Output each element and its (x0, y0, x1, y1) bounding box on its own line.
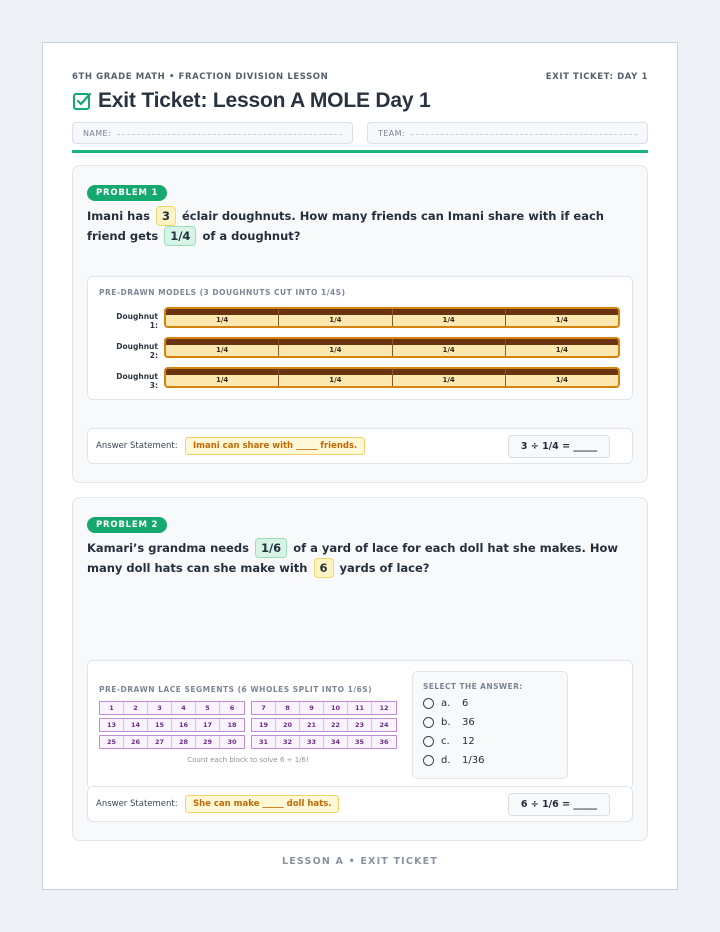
problem-2-card (72, 497, 648, 841)
choice-value: 36 (462, 717, 475, 728)
name-label: NAME: (83, 128, 112, 138)
lace-cell[interactable]: 35 (348, 736, 372, 748)
quarter-segment[interactable]: 1/4 (279, 309, 392, 326)
lace-cell[interactable]: 5 (196, 702, 220, 714)
problem-2-question (87, 538, 629, 578)
doughnut-models-panel (87, 276, 633, 400)
page-title (72, 89, 430, 113)
lace-cell[interactable]: 21 (300, 719, 324, 731)
problem-1-card (72, 165, 648, 483)
answer-label: Answer Statement: (96, 799, 178, 809)
choice-c[interactable] (423, 736, 475, 747)
lace-cell[interactable]: 30 (227, 738, 237, 746)
name-line (117, 134, 342, 135)
quarter-segment[interactable]: 1/4 (506, 339, 618, 356)
lace-cell[interactable]: 18 (227, 721, 237, 729)
radio-icon[interactable] (423, 736, 434, 747)
quarter-segment[interactable]: 1/4 (506, 369, 618, 386)
doughnut-row (88, 307, 632, 330)
quarter-segment[interactable]: 1/4 (393, 369, 506, 386)
lace-cell[interactable]: 26 (124, 736, 148, 748)
lace-cell[interactable]: 7 (252, 702, 276, 714)
name-field[interactable] (72, 122, 353, 144)
q2-text-c: yards of lace? (339, 561, 430, 575)
radio-icon[interactable] (423, 698, 434, 709)
lace-cell[interactable]: 32 (276, 736, 300, 748)
student-fields (72, 122, 648, 144)
q1-text-a: Imani has (87, 209, 150, 223)
answer-statement[interactable]: She can make _____ doll hats. (185, 795, 339, 813)
lace-cell[interactable]: 24 (379, 721, 389, 729)
checkbox-icon (72, 91, 92, 111)
lace-cell[interactable]: 34 (324, 736, 348, 748)
doughnut-bar[interactable] (164, 367, 620, 388)
models-title: PRE-DRAWN MODELS (3 DOUGHNUTS CUT INTO 1/4S) (99, 288, 346, 297)
q1-number-chip: 3 (156, 206, 176, 226)
exit-ticket-page (42, 42, 678, 890)
lace-cell[interactable]: 15 (148, 719, 172, 731)
lace-cell[interactable]: 31 (252, 736, 276, 748)
lace-cell[interactable]: 4 (172, 702, 196, 714)
lace-cell[interactable]: 12 (379, 704, 389, 712)
quarter-segment[interactable]: 1/4 (506, 309, 618, 326)
lace-cell[interactable]: 11 (348, 702, 372, 714)
problem-1-badge: PROBLEM 1 (87, 185, 167, 201)
lace-cell[interactable]: 9 (300, 702, 324, 714)
lace-cell[interactable]: 29 (196, 736, 220, 748)
lace-cell[interactable]: 36 (379, 738, 389, 746)
lace-whole[interactable] (99, 718, 245, 732)
radio-icon[interactable] (423, 717, 434, 728)
quarter-segment[interactable]: 1/4 (393, 339, 506, 356)
choices-title: SELECT THE ANSWER: (423, 682, 523, 691)
choice-key: d. (441, 755, 451, 766)
quarter-segment[interactable]: 1/4 (166, 339, 279, 356)
header-topline (72, 72, 648, 82)
doughnut-label: Doughnut 2: (116, 342, 158, 360)
choice-value: 12 (462, 736, 475, 747)
answer-statement[interactable]: Imani can share with _____ friends. (185, 437, 365, 455)
divider-rule (72, 150, 648, 153)
q2-number-chip: 6 (314, 558, 334, 578)
doughnut-row (88, 337, 632, 360)
q1-text-c: of a doughnut? (202, 229, 301, 243)
quarter-segment[interactable]: 1/4 (279, 369, 392, 386)
page-footer: LESSON A • EXIT TICKET (281, 856, 439, 867)
lace-cell[interactable]: 22 (324, 719, 348, 731)
lace-hint: Count each block to solve 6 ÷ 1/6! (187, 756, 309, 764)
lace-cell[interactable]: 23 (348, 719, 372, 731)
quarter-segment[interactable]: 1/4 (279, 339, 392, 356)
lace-cell[interactable]: 6 (229, 704, 235, 712)
lace-cell[interactable]: 16 (172, 719, 196, 731)
quarter-segment[interactable]: 1/4 (166, 369, 279, 386)
doughnut-label: Doughnut 1: (116, 312, 158, 330)
answer-choices (412, 671, 568, 779)
q2-text-a: Kamari’s grandma needs (87, 541, 249, 555)
answer-label: Answer Statement: (96, 441, 178, 451)
quarter-segment[interactable]: 1/4 (393, 309, 506, 326)
lace-whole[interactable] (251, 701, 397, 715)
q2-fraction-chip: 1/6 (255, 538, 287, 558)
lace-cell[interactable]: 1 (100, 702, 124, 714)
quarter-segment[interactable]: 1/4 (166, 309, 279, 326)
choice-key: c. (441, 736, 450, 747)
choice-value: 1/36 (462, 755, 485, 766)
lace-cell[interactable]: 33 (300, 736, 324, 748)
title-text: Exit Ticket: Lesson A MOLE Day 1 (98, 89, 431, 112)
lace-whole[interactable] (251, 735, 397, 749)
lace-cell[interactable]: 20 (276, 719, 300, 731)
choice-d[interactable] (423, 755, 484, 766)
lace-whole[interactable] (99, 701, 245, 715)
choice-key: b. (441, 717, 451, 728)
choice-a[interactable] (423, 698, 468, 709)
doughnut-label: Doughnut 3: (116, 372, 158, 390)
problem-1-question (87, 206, 629, 246)
lace-cell[interactable]: 2 (124, 702, 148, 714)
equation-box[interactable]: 3 ÷ 1/4 = _____ (508, 435, 610, 458)
ticket-label: EXIT TICKET: DAY 1 (545, 72, 648, 82)
lace-cell[interactable]: 28 (172, 736, 196, 748)
lace-whole[interactable] (99, 735, 245, 749)
lace-segments-panel (87, 660, 633, 790)
radio-icon[interactable] (423, 755, 434, 766)
lace-cell[interactable]: 14 (124, 719, 148, 731)
lace-grid (99, 701, 397, 752)
team-label: TEAM: (378, 128, 406, 138)
course-label: 6TH GRADE MATH • FRACTION DIVISION LESSON (72, 72, 329, 82)
lace-cell[interactable]: 13 (100, 719, 124, 731)
lace-cell[interactable]: 27 (148, 736, 172, 748)
lace-whole[interactable] (251, 718, 397, 732)
problem-2-badge: PROBLEM 2 (87, 517, 167, 533)
lace-cell[interactable]: 8 (276, 702, 300, 714)
q2-text-b: of a yard of lace for each doll hat she makes. How many doll hats can she make with (87, 541, 618, 575)
lace-title: PRE-DRAWN LACE SEGMENTS (6 WHOLES SPLIT INTO 1/6S) (99, 685, 373, 694)
lace-cell[interactable]: 10 (324, 702, 348, 714)
team-line (411, 134, 637, 135)
lace-cell[interactable]: 3 (148, 702, 172, 714)
choice-b[interactable] (423, 717, 475, 728)
doughnut-bar[interactable] (164, 337, 620, 358)
lace-cell[interactable]: 19 (252, 719, 276, 731)
problem-2-answer-panel (87, 786, 633, 822)
doughnut-row (88, 367, 632, 390)
equation-box[interactable]: 6 ÷ 1/6 = _____ (508, 793, 610, 816)
lace-cell[interactable]: 25 (100, 736, 124, 748)
problem-1-answer-panel (87, 428, 633, 464)
doughnut-bar[interactable] (164, 307, 620, 328)
choice-key: a. (441, 698, 451, 709)
choice-value: 6 (462, 698, 469, 709)
q1-text-b: éclair doughnuts. How many friends can Imani share with if each friend gets (87, 209, 604, 243)
team-field[interactable] (367, 122, 648, 144)
lace-cell[interactable]: 17 (196, 719, 220, 731)
q1-fraction-chip: 1/4 (164, 226, 196, 246)
